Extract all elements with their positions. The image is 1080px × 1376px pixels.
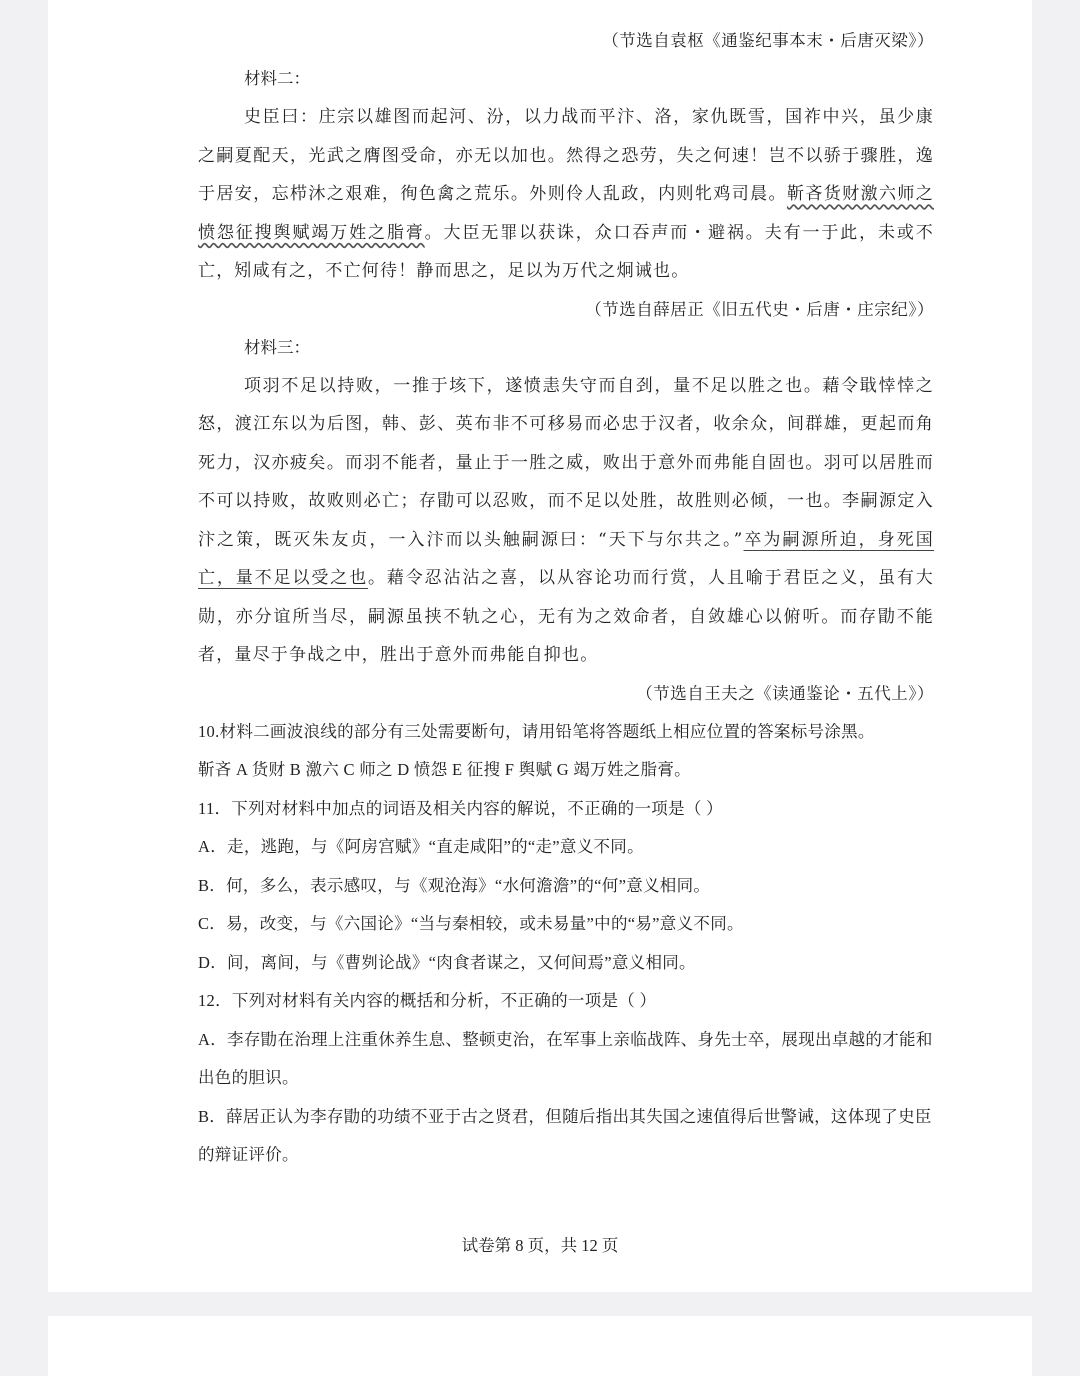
wavy-underlined-text: 靳吝货财激六师之愤怨征搜舆赋竭万姓之脂膏 <box>198 184 934 243</box>
question-12-option-b: B．薛居正认为李存勖的功绩不亚于古之贤君，但随后指出其失国之速值得后世警诫，这体现了史臣的辩证评价。 <box>198 1106 932 1164</box>
question-12: 12．下列对材料有关内容的概括和分析，不正确的一项是（ ） <box>198 991 657 1010</box>
source-citation-3: （节选自王夫之《读通鉴论・五代上》） <box>636 683 934 703</box>
question-11-option-b: B．何，多么，表示感叹，与《观沧海》“水何澹澹”的“何”意义相同。 <box>198 875 711 895</box>
exam-page <box>48 0 1032 1292</box>
question-11-option-c: C．易，改变，与《六国论》“当与秦相较，或未易量”中的“易”意义不同。 <box>198 914 744 933</box>
page-footer: 试卷第 8 页，共 12 页 <box>461 1236 619 1255</box>
material-3-text-a: 项羽不足以持败，一推于垓下，遂愤恚失守而自刭，量不足以胜之也。藉令戢悻悻之怒，渡江东以为后图，韩、彭、英布非不可移易而必忠于汉者，收余众，间群雄，更起而角死力，汉亦疲矣。而羽不能者，量止于一胜之威，败出于意外而弗能自固也。羽可以居胜而不可以持败，故败则必亡；存勖可以忍败，而不足以处胜，故胜则必倾，一也。李嗣源定入汴之策，既灭朱友贞，一入汴而以头触嗣源曰：“天下与尔共之。” <box>198 375 934 550</box>
page-content <box>198 22 934 1175</box>
material-3-text <box>198 367 934 675</box>
question-10: 10.材料二画波浪线的部分有三处需要断句，请用铅笔将答题纸上相应位置的答案标号涂黑。 <box>198 721 875 741</box>
material-2-text-a: 史臣曰：庄宗以雄图而起河、汾，以力战而平汴、洛，家仇既雪，国祚中兴，虽少康之嗣夏配天，光武之膺图受命，亦无以加也。然得之恐劳，失之何速！岂不以骄于骤胜，逸于居安，忘栉沐之艰难，徇色禽之荒乐。外则伶人乱政，内则牝鸡司晨。 <box>198 107 934 204</box>
next-page-top <box>48 1316 1032 1376</box>
question-12-option-a: A．李存勖在治理上注重休养生息、整顿吏治，在军事上亲临战阵、身先士卒，展现出卓越的才能和出色的胆识。 <box>198 1029 933 1087</box>
question-11-option-d: D．间，离间，与《曹刿论战》“肉食者谋之，又何间焉”意义相同。 <box>198 952 696 972</box>
material-2-text <box>198 98 934 291</box>
underlined-text: 卒为嗣源所迫，身死国亡，量不足以受之也 <box>198 529 935 588</box>
material-2-title: 材料二： <box>244 69 310 88</box>
material-2-text-b: 。大臣无罪以获诛，众口吞声而・避祸。夫有一于此，未或不亡，矧咸有之，不亡何待！静而思之，足以为万代之炯诫也。 <box>198 222 934 281</box>
question-11-option-a: A．走，逃跑，与《阿房宫赋》“直走咸阳”的“走”意义不同。 <box>198 837 644 856</box>
source-citation-1: （节选自袁枢《通鉴纪事本末・后唐灭梁》） <box>602 31 934 50</box>
material-3-title: 材料三： <box>244 337 310 357</box>
question-10-options: 靳吝 A 货财 B 激六 C 师之 D 愤怨 E 征搜 F 舆赋 G 竭万姓之脂膏。 <box>198 760 691 779</box>
material-3-text-b: 。藉令忍沾沾之喜，以从容论功而行赏，人且喻于君臣之义，虽有大勋，亦分谊所当尽，嗣源虽挟不轨之心，无有为之效命者，自敛雄心以俯听。而存勖不能者，量尽于争战之中，胜出于意外而弗能自抑也。 <box>198 568 934 665</box>
question-11: 11．下列对材料中加点的词语及相关内容的解说，不正确的一项是（ ） <box>198 798 723 818</box>
source-citation-2: （节选自薛居正《旧五代史・后唐・庄宗纪》） <box>585 299 934 319</box>
